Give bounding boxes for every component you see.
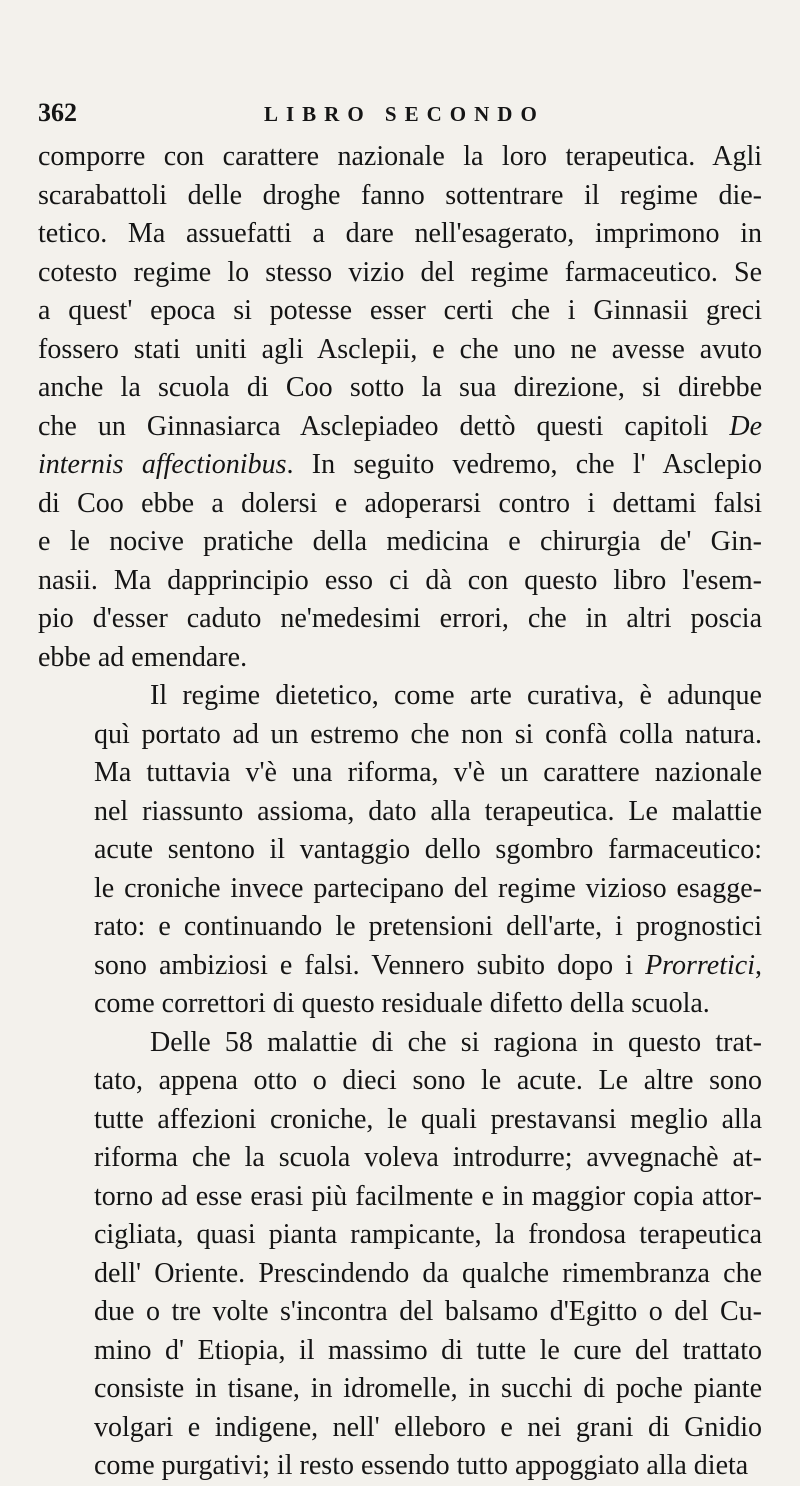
text-line: pio d'esser caduto ne'medesimi errori, che in altri poscia (38, 603, 762, 634)
text-line: le croniche invece partecipano del regime vizioso esagge- (94, 872, 762, 904)
text-line: cotesto regime lo stesso vizio del regime farmaceutico. Se (38, 256, 762, 288)
text-line: di Coo ebbe a dolersi e adoperarsi contro i dettami falsi (38, 487, 762, 519)
text-line: consiste in tisane, in idromelle, in succhi di poche piante (94, 1373, 762, 1404)
text-line: tutte affezioni croniche, le quali prestavansi meglio alla (94, 1103, 762, 1135)
text-line: torno ad esse erasi più facilmente e in maggior copia attor- (94, 1180, 762, 1212)
text-line: riforma che la scuola voleva introdurre; avvegnachè at- (94, 1142, 762, 1173)
text-line: nel riassunto assioma, dato alla terapeutica. Le malattie (94, 795, 762, 827)
text-line: ebbe ad emendare. (38, 641, 248, 673)
text-line: due o tre volte s'incontra del balsamo d'Egitto o del Cu- (94, 1296, 762, 1327)
text-line: come purgativi; il resto essendo tutto appoggiato alla dieta (94, 1450, 749, 1481)
text-line: fossero stati uniti agli Asclepii, e che uno ne avesse avuto (38, 333, 762, 365)
text-line: cigliata, quasi pianta rampicante, la frondosa terapeutica (94, 1219, 762, 1250)
text-line: scarabattoli delle droghe fanno sottentrare il regime die- (38, 179, 762, 211)
text-line: tetico. Ma assuefatti a dare nell'esagerato, imprimono in (38, 218, 762, 249)
text-line: rato: e continuando le pretensioni dell'arte, i prognostici (94, 911, 762, 942)
text-line: e le nocive pratiche della medicina e chirurgia de' Gin- (38, 526, 762, 557)
text-line: Il regime dietetico, come arte curativa, è adunque (150, 680, 762, 711)
text-line: che un Ginnasiarca Asclepiadeo dettò questi capitoli De (38, 410, 762, 442)
running-title: LIBRO SECONDO (264, 102, 545, 126)
paragraph (38, 138, 762, 677)
text-line: internis affectionibus. In seguito vedremo, che l' Asclepio (38, 449, 762, 480)
text-line: quì portato ad un estremo che non si confà colla natura. (94, 718, 762, 750)
text-line: dell' Oriente. Prescindendo da qualche rimembranza che (94, 1257, 762, 1289)
text-line: mino d' Etiopia, il massimo di tutte le cure del trattato (94, 1334, 762, 1366)
text-line: acute sentono il vantaggio dello sgombro farmaceutico: (94, 834, 762, 865)
paragraph (38, 677, 762, 1024)
running-head (38, 98, 762, 138)
text-line: comporre con carattere nazionale la loro terapeutica. Agli (38, 141, 762, 172)
body-text (38, 138, 762, 1486)
text-line: sono ambiziosi e falsi. Vennero subito dopo i Prorretici, (94, 949, 762, 981)
text-line: nasii. Ma dapprincipio esso ci dà con questo libro l'esem- (38, 564, 762, 596)
text-line: a quest' epoca si potesse esser certi che i Ginnasii greci (38, 295, 762, 326)
paragraph (38, 1024, 762, 1486)
text-line: tato, appena otto o dieci sono le acute. Le altre sono (94, 1065, 762, 1096)
page-number: 362 (38, 98, 77, 127)
text-line: volgari e indigene, nell' elleboro e nei grani di Gnidio (94, 1411, 762, 1443)
text-line: come correttori di questo residuale difetto della scuola. (94, 988, 710, 1019)
text-line: anche la scuola di Coo sotto la sua direzione, si direbbe (38, 372, 762, 403)
text-line: Delle 58 malattie di che si ragiona in questo trat- (150, 1026, 762, 1058)
text-line: Ma tuttavia v'è una riforma, v'è un carattere nazionale (94, 757, 762, 788)
